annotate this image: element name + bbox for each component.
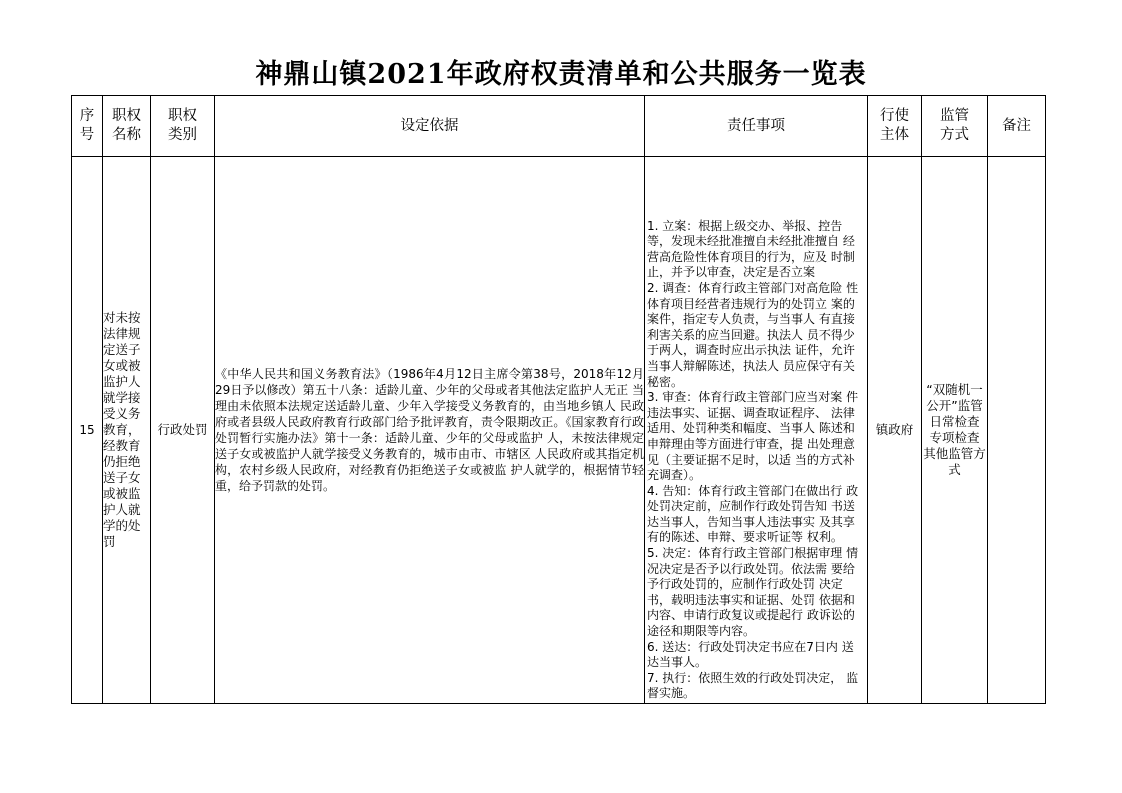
header-remark: 备注: [988, 96, 1046, 157]
responsibility-item: 1. 立案：根据上级交办、举报、控告 等，发现未经批准擅自未经批准擅自 经营高危险性体育项目的行为，应及 时制止，并予以审查，决定是否立案: [647, 218, 855, 280]
cell-basis: 《中华人民共和国义务教育法》（1986年4月12日主席令第38号，2018年12月 29日予以修改）第五十八条：适龄儿童、少年的父母或者其他法定监护人无正 当理由未依照本法规定送适龄儿童、少年入学接受义务教育的，由当地乡镇人 民政府或者县级人民政府教育行政部门给予批评教育，责令限期改正。《国家教育行政处罚暂行实施办法》第十一条：适龄儿童、少年的父母或监护 人，未按法律规定送子女或被监护人就学接受义务教育的，城市由市、市辖区 人民政府或其指定机构，农村乡级人民政府，对经教育仍拒绝送子女或被监 护人就学的，根据情节轻重，给予罚款的处罚。: [215, 157, 645, 704]
cell-type: 行政处罚: [151, 157, 215, 704]
header-type: 职权 类别: [151, 96, 215, 157]
page-title: 神鼎山镇2021年政府权责清单和公共服务一览表: [255, 59, 867, 90]
cell-responsibility: [645, 157, 868, 704]
header-responsibility: 责任事项: [645, 96, 868, 157]
responsibility-item: 6. 送达：行政处罚决定书应在7日内 送达当事人。: [647, 639, 854, 670]
responsibility-item: 3. 审查：体育行政主管部门应当对案 件违法事实、证据、调查取证程序、 法律适用、处罚种类和幅度、当事人 陈述和申辩理由等方面进行审查，提 出处理意见（主要证据不足时，以适 当的方式补充调查）。: [647, 390, 859, 483]
header-name: 职权 名称: [103, 96, 151, 157]
cell-name: 对未按法律规定送子女或被监护人就学接受义务教育，经教育仍拒绝送子女或被监护人就学的处罚: [103, 157, 151, 704]
cell-no: 15: [72, 157, 103, 704]
responsibility-table: [71, 95, 1046, 704]
cell-supervision: “双随机一公开”监管 日常检查 专项检查 其他监管方式: [922, 157, 988, 704]
table-row: [72, 157, 1046, 704]
responsibility-item: 2. 调查：体育行政主管部门对高危险 性体育项目经营者违规行为的处罚立 案的案件，指定专人负责，与当事人 有直接利害关系的应当回避。执法人 员不得少于两人，调查时应出示执法 证件，允许当事人辩解陈述，执法人 员应保守有关秘密。: [647, 280, 859, 389]
header-subject: 行使 主体: [868, 96, 922, 157]
header-row: [72, 96, 1046, 157]
cell-remark: [988, 157, 1046, 704]
header-supervision: 监管 方式: [922, 96, 988, 157]
responsibility-item: 4. 告知：体育行政主管部门在做出行 政处罚决定前，应制作行政处罚告知 书送达当事人，告知当事人违法事实 及其享有的陈述、申辩、要求听证等 权利。: [647, 483, 859, 545]
responsibility-item: 5. 决定：体育行政主管部门根据审理 情况决定是否予以行政处罚。依法需 要给予行政处罚的，应制作行政处罚 决定书，载明违法事实和证据、处罚 依据和内容、申请行政复议或提起行 政诉讼的途径和期限等内容。: [647, 546, 859, 639]
header-no: 序 号: [72, 96, 103, 157]
responsibility-item: 7. 执行：依照生效的行政处罚决定， 监督实施。: [647, 670, 859, 701]
cell-subject: 镇政府: [868, 157, 922, 704]
header-basis: 设定依据: [215, 96, 645, 157]
